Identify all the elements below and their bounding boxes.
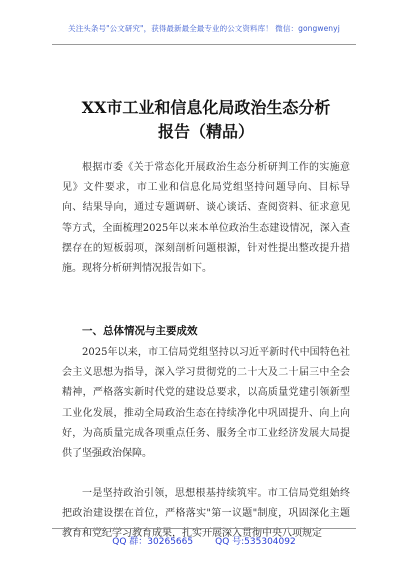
footer-qq-group: QQ 群：30265665 xyxy=(112,537,194,547)
document-title: XX市工业和信息化局政治生态分析报告（精品） xyxy=(81,98,331,141)
intro-paragraph: 根据市委《关于常态化开展政治生态分析研判工作的实施意见》文件要求，市工业和信息化局党组坚持问题导向、目标导向、结果导向，通过专题调研、谈心谈话、查阅资料、征求意见等方式，全面梳理2025年以来本单位政治生态建设情况，深入查摆存在的短板弱项，深刻剖析问题根源，针对性提出整改提升措施。现将分析研判情况报告如下。 xyxy=(62,162,350,275)
footer-qq-number: QQ 号:535304092 xyxy=(215,537,296,547)
footer xyxy=(0,534,408,547)
section-paragraph: 2025年以来，市工信局党组坚持以习近平新时代中国特色社会主义思想为指导，深入学习贯彻党的二十大及二十届三中全会精神，严格落实新时代党的建设总要求，以高质量党建引领新型工业化发展，推动全局政治生态在持续净化中巩固提升、向上向好，为高质量完成各项重点任务、服务全市工业经济发展大局提供了坚强政治保障。 xyxy=(62,347,350,460)
point-paragraph: 一是坚持政治引领，思想根基持续筑牢。市工信局党组始终把政治建设摆在首位，严格落实"第一议题"制度，巩固深化主题教育和党纪学习教育成果，扎实开展深入贯彻中央八项规定 xyxy=(62,488,350,540)
header-divider xyxy=(52,44,356,45)
section-heading: 一、总体情况与主要成效 xyxy=(82,325,198,337)
header-note: 关注头条号"公文研究"，获得最新最全最专业的公文资料库！ 微信：gongwenyj xyxy=(68,24,340,33)
footer-divider xyxy=(52,528,356,529)
